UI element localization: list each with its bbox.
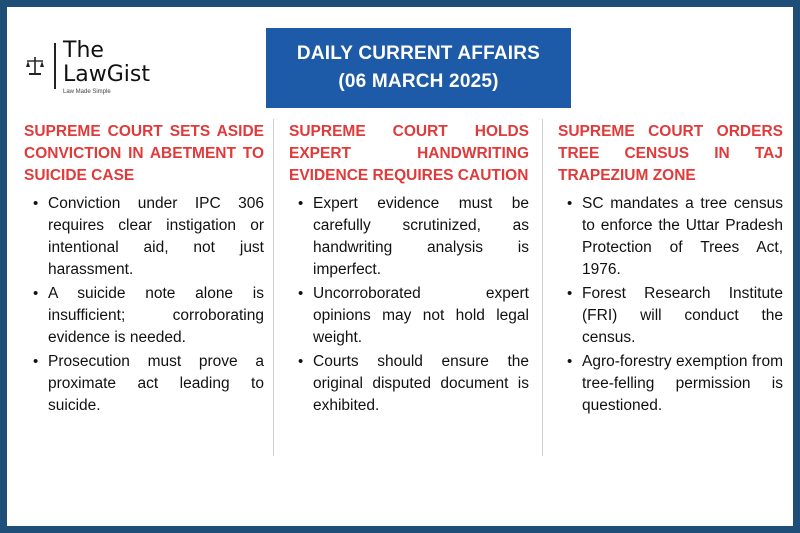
column-heading: SUPREME COURT ORDERS TREE CENSUS IN TAJ TRAPEZIUM ZONE [558,123,783,184]
column-heading: SUPREME COURT HOLDS EXPERT HANDWRITING EVIDENCE REQUIRES CAUTION [289,123,529,184]
news-column-1 [24,121,264,419]
banner-title: DAILY CURRENT AFFAIRS [296,43,541,64]
news-column-2 [289,121,529,419]
bullet-item: • SC mandates a tree census to enforce the Uttar Pradesh Protection of Trees Act, 1976. [558,193,783,281]
column-divider [273,119,274,456]
bullet-list [558,193,783,417]
logo-divider [54,43,56,89]
bullet-item: • Conviction under IPC 306 requires clear instigation or intentional aid, not just harassment. [24,193,264,281]
logo-line-2: LawGist [63,62,150,87]
bullet-item: • Forest Research Institute (FRI) will conduct the census. [558,283,783,349]
scales-of-justice-icon [25,55,45,77]
bullet-list [289,193,529,417]
logo-tagline: Law Made Simple [63,89,111,95]
bullet-item: • Agro-forestry exemption from tree-felling permission is questioned. [558,351,783,417]
title-banner [266,28,571,108]
column-heading: SUPREME COURT SETS ASIDE CONVICTION IN ABETMENT TO SUICIDE CASE [24,123,264,184]
bullet-item: • Prosecution must prove a proximate act leading to suicide. [24,351,264,417]
bullet-item: • Uncorroborated expert opinions may not hold legal weight. [289,283,529,349]
logo-line-1: The [63,38,104,63]
column-divider [542,119,543,456]
banner-date: (06 MARCH 2025) [338,71,499,92]
bullet-list [24,193,264,417]
logo-wordmark [63,39,150,87]
bullet-item: • Courts should ensure the original disputed document is exhibited. [289,351,529,417]
content-card [7,7,793,526]
bullet-item: • Expert evidence must be carefully scrutinized, as handwriting analysis is imperfect. [289,193,529,281]
lawgist-logo [19,35,159,95]
bullet-item: • A suicide note alone is insufficient; corroborating evidence is needed. [24,283,264,349]
news-column-3 [558,121,783,419]
